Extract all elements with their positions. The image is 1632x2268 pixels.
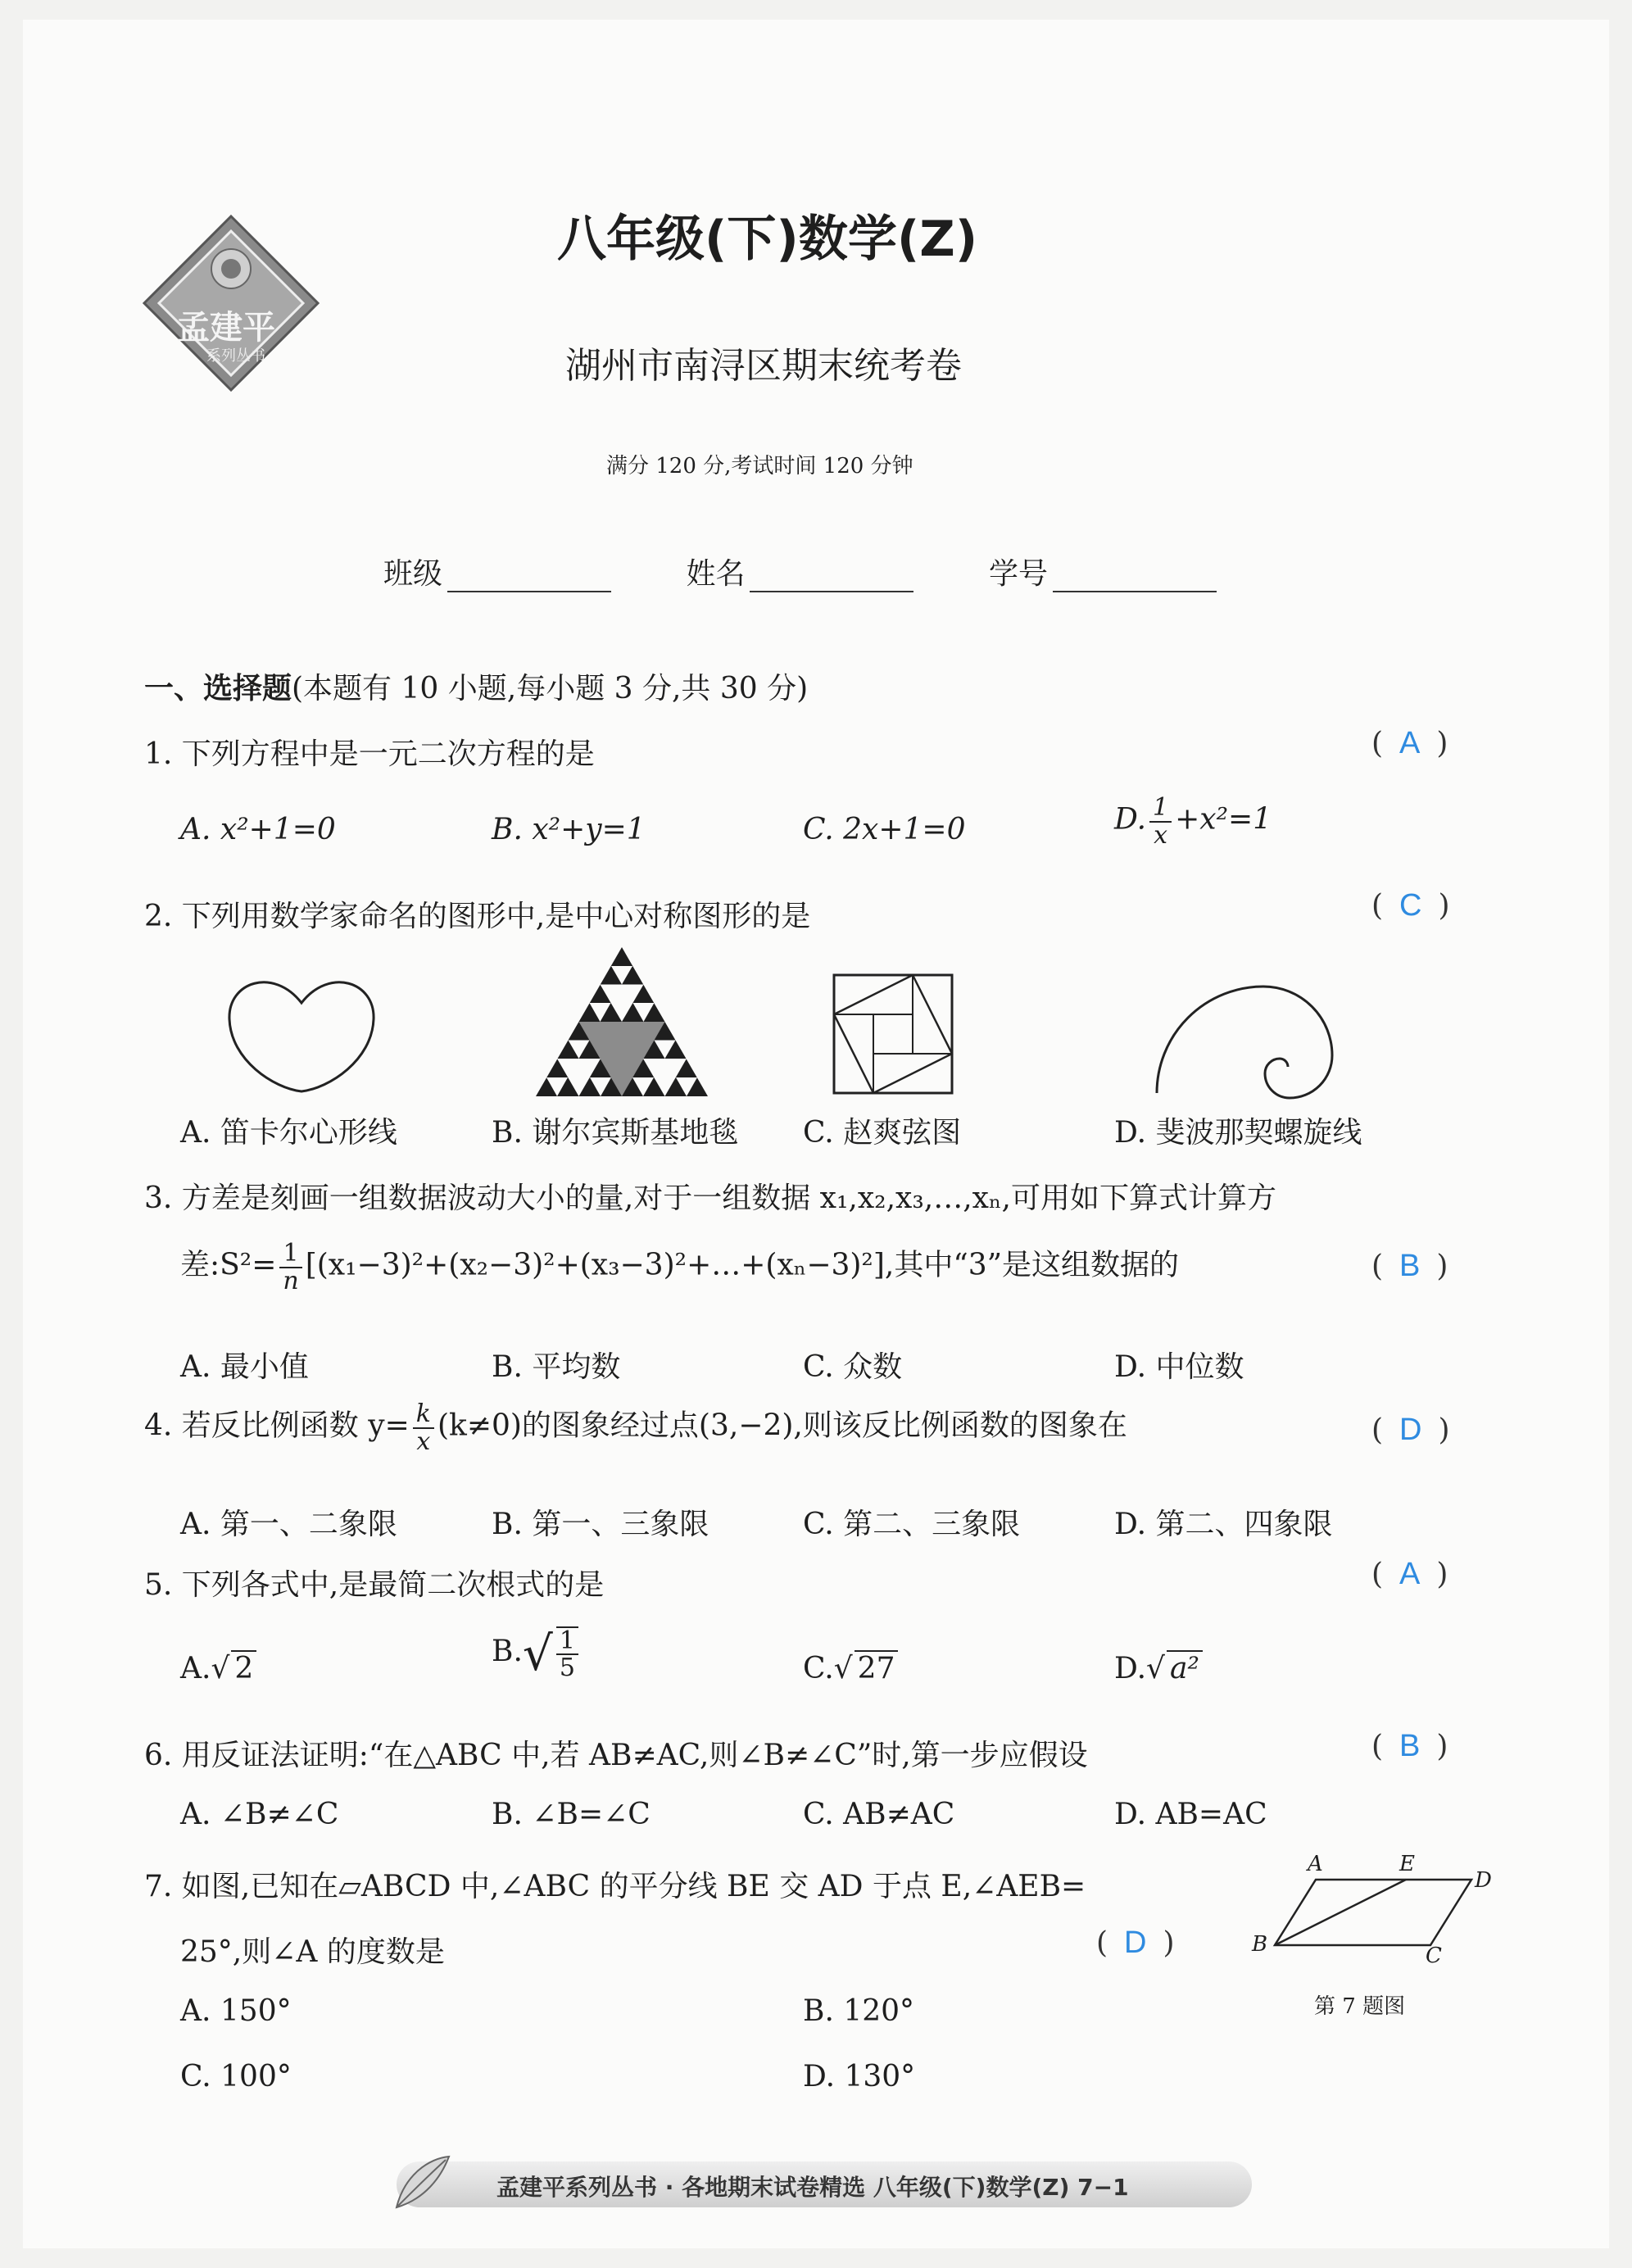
question-2-stem: 2. 下列用数学家命名的图形中,是中心对称图形的是: [144, 900, 811, 933]
parallelogram-figure: [1250, 1855, 1496, 1962]
footer-text: 孟建平系列丛书 · 各地期末试卷精选 八年级(下)数学(Z) 7−1: [496, 2174, 1129, 2201]
q3-formula-pre: 差:S²=: [180, 1248, 277, 1282]
question-7-line-1: 7. 如图,已知在▱ABCD 中,∠ABC 的平分线 BE 交 AD 于点 E,∠AEB=: [144, 1870, 1086, 1903]
q5-d-radicand: a²: [1167, 1650, 1203, 1685]
option-d-fraction: [1149, 795, 1172, 848]
question-6-option-d: D. AB=AC: [1114, 1798, 1267, 1831]
question-3-line-2: [180, 1241, 1179, 1294]
q5-b-numerator: 1: [556, 1628, 578, 1656]
q5-a-label: A.: [180, 1652, 211, 1685]
question-2-option-a: A. 笛卡尔心形线: [180, 1116, 397, 1150]
option-d-rest: +x²=1: [1175, 802, 1272, 837]
q5-a-radicand: 2: [231, 1650, 256, 1685]
student-fields: [383, 551, 1217, 592]
section-heading: [144, 665, 808, 707]
name-field[interactable]: [686, 557, 913, 591]
publisher-logo: [141, 213, 321, 393]
q4-pre: 4. 若反比例函数 y=: [144, 1408, 410, 1443]
option-d-numerator: 1: [1149, 795, 1172, 823]
question-3-option-b: B. 平均数: [492, 1350, 621, 1384]
class-field[interactable]: [383, 557, 611, 591]
name-blank[interactable]: [750, 566, 913, 592]
question-6-answer-box: ( B ): [1371, 1729, 1448, 1763]
question-1-option-b: B. x²+y=1: [492, 813, 646, 846]
q3-formula-post: [(x₁−3)²+(x₂−3)²+(x₃−3)²+…+(xₙ−3)²],其中“3”是这组数据的: [305, 1248, 1180, 1282]
q3-fraction-denominator: n: [283, 1266, 299, 1295]
question-1-stem: 1. 下列方程中是一元二次方程的是: [144, 737, 595, 771]
question-7-answer: D: [1124, 1926, 1147, 1960]
question-4-option-c: C. 第二、三象限: [803, 1508, 1021, 1541]
question-5-option-c: C.√ 27: [803, 1650, 898, 1685]
question-7-answer-box: ( D ): [1096, 1926, 1175, 1960]
question-5-option-d: D.√ a²: [1114, 1650, 1203, 1685]
cardioid-figure: [224, 973, 379, 1096]
q4-post: (k≠0)的图象经过点(3,−2),则该反比例函数的图象在: [437, 1408, 1127, 1443]
question-5-stem: 5. 下列各式中,是最简二次根式的是: [144, 1568, 605, 1602]
question-6-option-b: B. ∠B=∠C: [492, 1798, 651, 1831]
student-id-blank[interactable]: [1053, 566, 1217, 592]
question-7-option-b: B. 120°: [803, 1994, 915, 2028]
question-7-option-c: C. 100°: [180, 2060, 292, 2093]
question-5-answer: A: [1399, 1557, 1421, 1591]
question-1-option-d: [1114, 795, 1272, 848]
sierpinski-figure: [534, 946, 709, 1098]
q5-c-radicand: 27: [855, 1650, 899, 1685]
section-desc: (本题有 10 小题,每小题 3 分,共 30 分): [292, 672, 809, 705]
question-4-stem: [144, 1401, 1127, 1454]
class-blank[interactable]: [447, 566, 611, 592]
question-4-option-a: A. 第一、二象限: [180, 1508, 397, 1541]
logo-name: 孟建平: [177, 309, 275, 347]
option-d-label: D.: [1114, 802, 1147, 837]
footer-leaf-icon: [388, 2150, 454, 2219]
q5-b-fraction: [556, 1626, 578, 1681]
question-1-answer: A: [1399, 726, 1421, 760]
question-3-option-c: C. 众数: [803, 1350, 903, 1384]
page-title: 八年级(下)数学(Z): [557, 211, 978, 268]
figure-label-d: D: [1475, 1868, 1492, 1893]
question-3-option-a: A. 最小值: [180, 1350, 309, 1384]
question-3-answer: B: [1399, 1249, 1421, 1283]
section-title: 一、选择题: [144, 672, 292, 705]
question-1-answer-box: ( A ): [1371, 726, 1448, 760]
q5-b-label: B.: [492, 1635, 523, 1668]
page-subtitle: 湖州市南浔区期末统考卷: [565, 345, 962, 387]
question-4-option-b: B. 第一、三象限: [492, 1508, 709, 1541]
q3-fraction: [279, 1241, 301, 1294]
figure-label-a: A: [1308, 1852, 1323, 1876]
question-2-option-d: D. 斐波那契螺旋线: [1114, 1116, 1362, 1150]
question-1-option-c: C. 2x+1=0: [803, 813, 966, 846]
q5-b-denominator: 5: [559, 1653, 575, 1682]
q4-fraction: [413, 1401, 434, 1454]
question-2-option-c: C. 赵爽弦图: [803, 1116, 962, 1150]
question-5-option-a: A.√ 2: [180, 1650, 256, 1685]
class-label: 班级: [383, 557, 443, 591]
question-1-option-a: A. x²+1=0: [180, 813, 336, 846]
logo-series: 系列丛书: [206, 347, 265, 365]
question-2-answer: C: [1399, 888, 1422, 923]
option-d-denominator: x: [1154, 820, 1168, 850]
question-7-option-d: D. 130°: [803, 2060, 916, 2093]
question-4-answer-box: ( D ): [1371, 1413, 1450, 1447]
question-5-answer-box: ( A ): [1371, 1557, 1448, 1591]
figure-label-b: B: [1252, 1932, 1268, 1957]
question-2-option-b: B. 谢尔宾斯基地毯: [492, 1116, 739, 1150]
question-7-line-2: 25°,则∠A 的度数是: [180, 1935, 445, 1969]
fibonacci-spiral-figure: [1152, 970, 1357, 1101]
question-4-answer: D: [1399, 1413, 1422, 1447]
question-5-option-b: B.√ $\frac{1}{5}$: [492, 1626, 582, 1681]
q3-fraction-numerator: 1: [279, 1241, 301, 1268]
question-3-answer-box: ( B ): [1371, 1249, 1448, 1283]
zhao-shuang-figure: [831, 972, 955, 1096]
question-2-answer-box: ( C ): [1371, 888, 1450, 923]
question-3-line-1: 3. 方差是刻画一组数据波动大小的量,对于一组数据 x₁,x₂,x₃,…,xₙ,可用如下算式计算方: [144, 1182, 1276, 1215]
figure-label-e: E: [1399, 1852, 1415, 1876]
q4-fraction-denominator: x: [416, 1427, 431, 1456]
question-3-option-d: D. 中位数: [1114, 1350, 1244, 1384]
student-id-field[interactable]: [989, 557, 1217, 591]
student-id-label: 学号: [988, 557, 1048, 591]
q4-fraction-numerator: k: [413, 1401, 434, 1429]
name-label: 姓名: [686, 557, 746, 591]
score-info: 满分 120 分,考试时间 120 分钟: [606, 454, 913, 479]
question-4-option-d: D. 第二、四象限: [1114, 1508, 1333, 1541]
question-6-option-a: A. ∠B≠∠C: [180, 1798, 339, 1831]
q5-d-label: D.: [1114, 1652, 1147, 1685]
figure-caption: 第 7 题图: [1314, 1994, 1406, 2019]
question-7-option-a: A. 150°: [180, 1994, 292, 2028]
figure-label-c: C: [1426, 1944, 1442, 1968]
q5-c-label: C.: [803, 1652, 834, 1685]
question-6-answer: B: [1399, 1729, 1421, 1763]
question-6-stem: 6. 用反证法证明:“在△ABC 中,若 AB≠AC,则∠B≠∠C”时,第一步应假设: [144, 1739, 1088, 1772]
question-6-option-c: C. AB≠AC: [803, 1798, 955, 1831]
exam-page: [23, 20, 1609, 2248]
